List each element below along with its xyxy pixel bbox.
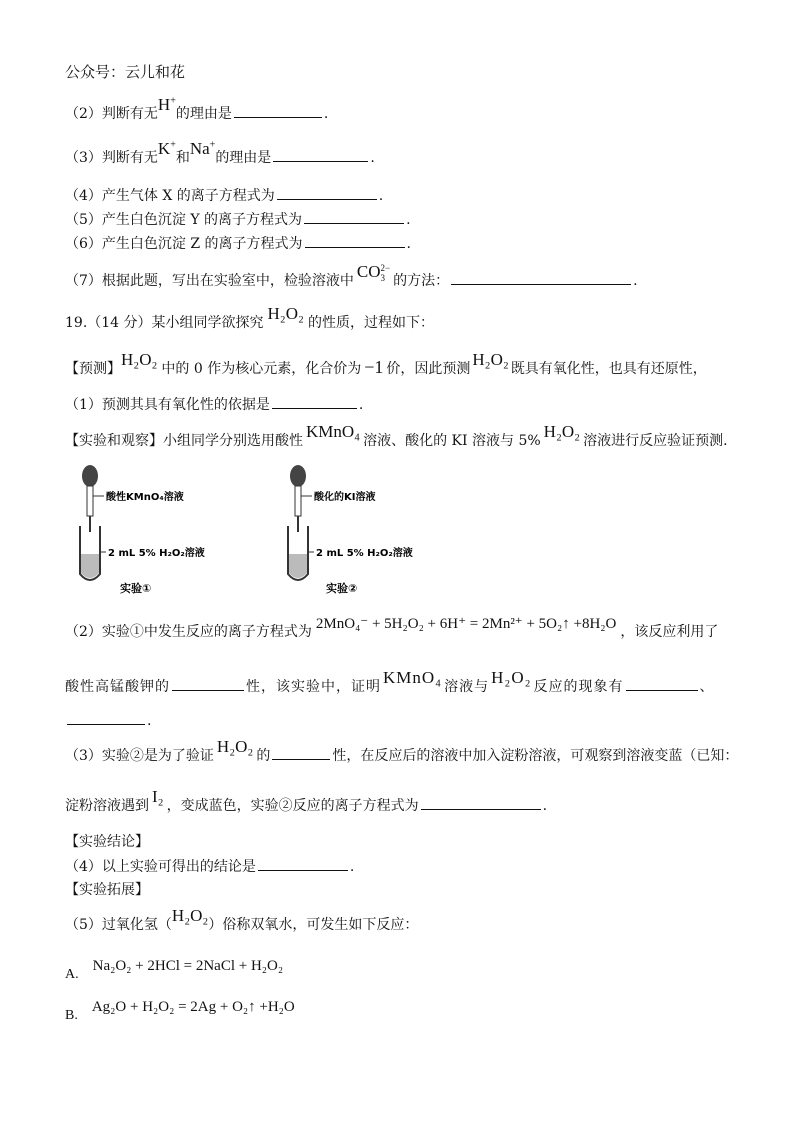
dropper-label-2: 酸化的KI溶液 — [314, 492, 376, 503]
answer-blank[interactable] — [304, 209, 404, 224]
answer-blank[interactable] — [451, 270, 631, 285]
answer-blank[interactable] — [172, 676, 244, 691]
answer-blank[interactable] — [273, 147, 368, 162]
answer-blank[interactable] — [234, 103, 322, 118]
dropper-bulb-icon — [290, 465, 306, 487]
question-19: 19.（14 分）某小组同学欲探究 H₂O₂ 的性质，过程如下： — [65, 304, 434, 331]
dropper-label-1: 酸性KMnO₄溶液 — [106, 492, 184, 503]
predict-line: 【预测】H₂O₂ 中的 0 作为核心元素，化合价为 −1 价，因此预测 H₂O₂ 既具有氧化性，也具有还原性， — [65, 350, 707, 377]
experiment-1-apparatus — [80, 465, 205, 595]
answer-blank[interactable] — [258, 856, 348, 871]
answer-blank[interactable] — [305, 233, 405, 248]
answer-blank[interactable] — [421, 795, 541, 810]
caption-experiment-1: 实验① — [120, 582, 152, 595]
question-3: （3）判断有无K+和Na+的理由是 . — [65, 139, 375, 166]
p2-line: （2）实验①中发生反应的离子方程式为 2MnO₄⁻ + 5H₂O₂ + 6H⁺ = 2Mn²⁺ + 5O₂↑ +8H₂O ，该反应利用了 — [65, 616, 719, 640]
p5-line: （5）过氧化氢（H₂O₂）俗称双氧水，可发生如下反应： — [65, 906, 419, 933]
question-7: （7）根据此题，写出在实验室中，检验溶液中 CO 2− 3 的方法： . — [65, 262, 638, 289]
option-b: B.Ag₂O + H₂O₂ = 2Ag + O₂↑ +H₂O — [65, 999, 295, 1023]
question-5: （5）产生白色沉淀 Y 的离子方程式为 . — [65, 209, 411, 230]
extension-heading: 【实验拓展】 — [65, 882, 149, 898]
answer-blank[interactable] — [67, 710, 145, 725]
dropper-bulb-icon — [82, 465, 98, 487]
equation-b: Ag₂O + H₂O₂ = 2Ag + O₂↑ +H₂O — [91, 999, 295, 1015]
answer-blank[interactable] — [272, 745, 330, 760]
equation-a: Na₂O₂ + 2HCl = 2NaCl + H₂O₂ — [92, 958, 284, 974]
p3b-line: 淀粉溶液遇到 I₂ ，变成蓝色，实验②反应的离子方程式为 . — [65, 787, 548, 814]
experiment-figure — [70, 462, 450, 602]
answer-blank[interactable] — [277, 185, 377, 200]
p4-line: （4）以上实验可得出的结论是 . — [65, 856, 354, 877]
caption-experiment-2: 实验② — [326, 582, 358, 595]
p3-line: （3）实验②是为了验证 H₂O₂ 的 性，在反应后的溶液中加入淀粉溶液，可观察到溶液变蓝（已知： — [65, 737, 739, 764]
answer-blank[interactable] — [626, 676, 698, 691]
p1-line: （1）预测其具有氧化性的依据是 . — [65, 394, 363, 415]
p2b-continued: . — [65, 710, 151, 731]
experiment-2-apparatus — [288, 465, 413, 595]
question-4: （4）产生气体 X 的离子方程式为 . — [65, 185, 383, 206]
header-text: 公众号：云儿和花 — [65, 63, 186, 81]
option-a: A.Na₂O₂ + 2HCl = 2NaCl + H₂O₂ — [65, 958, 284, 982]
tube-label-2: 2 mL 5% H₂O₂溶液 — [316, 548, 413, 559]
tube-label-1: 2 mL 5% H₂O₂溶液 — [108, 548, 205, 559]
question-6: （6）产生白色沉淀 Z 的离子方程式为 . — [65, 233, 411, 254]
equation-1: 2MnO₄⁻ + 5H₂O₂ + 6H⁺ = 2Mn²⁺ + 5O₂↑ +8H₂O — [315, 616, 617, 632]
experiment-line: 【实验和观察】小组同学分别选用酸性 KMnO₄ 溶液、酸化的 KI 溶液与 5% H₂O₂ 溶液进行反应验证预测. — [65, 422, 728, 449]
p2b-line: 酸性高锰酸钾的 性，该实验中，证明 KMnO₄ 溶液与 H₂O₂ 反应的现象有 、 — [65, 668, 715, 695]
conclusion-heading: 【实验结论】 — [65, 834, 149, 850]
answer-blank[interactable] — [272, 394, 357, 409]
question-2: （2）判断有无H+的理由是 . — [65, 95, 329, 122]
